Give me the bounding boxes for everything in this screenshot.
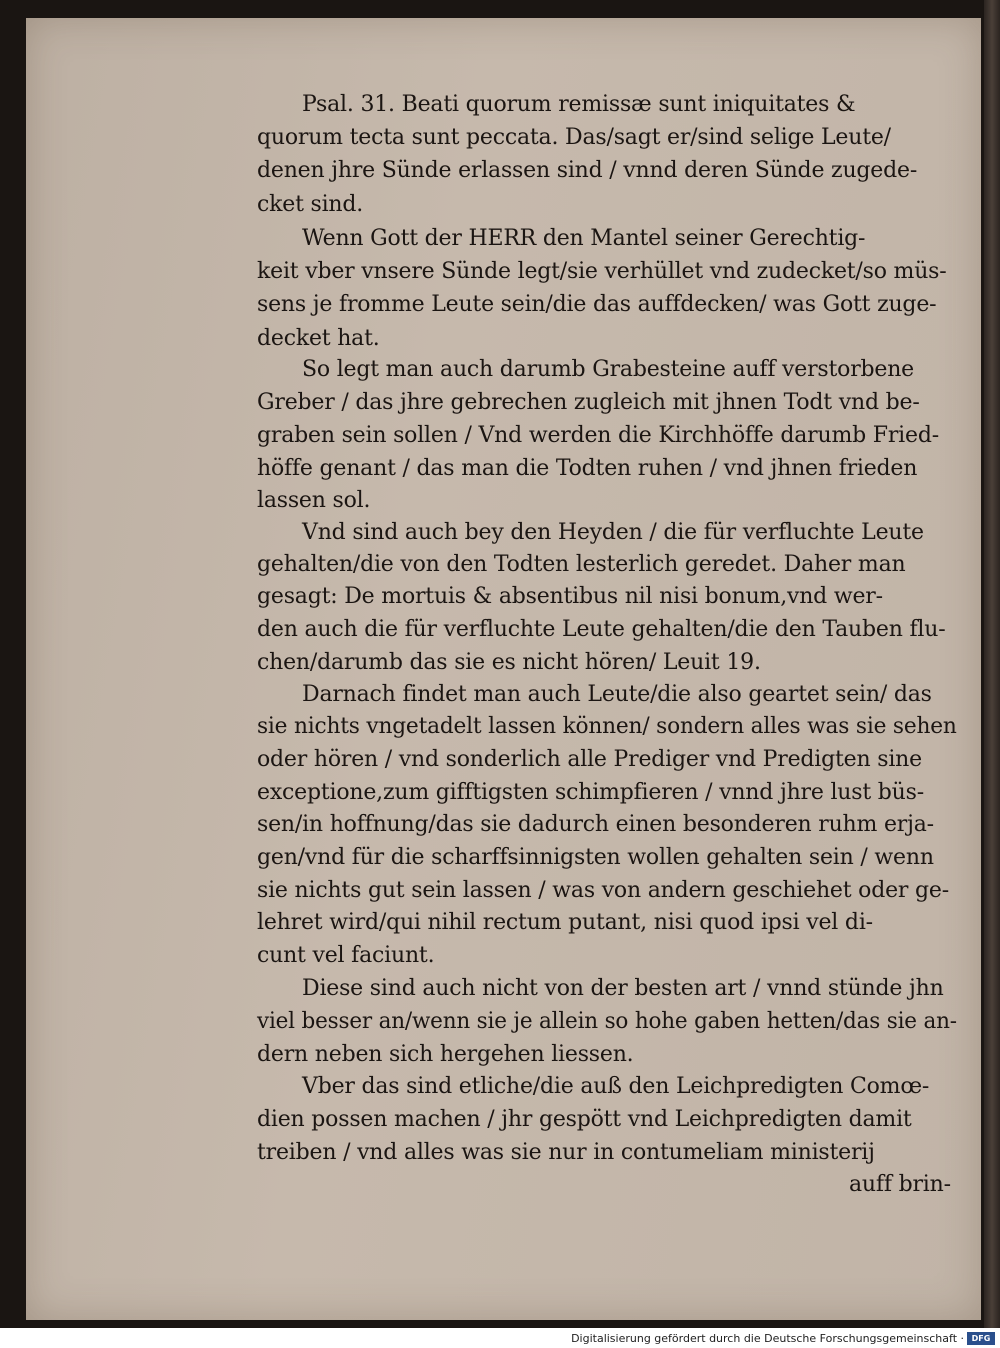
text-line: dern neben sich hergehen liessen.: [257, 1042, 634, 1067]
text-line: viel besser an/wenn sie je allein so hohe gaben hetten/das sie an-: [257, 1009, 957, 1034]
text-line: chen/darumb das sie es nicht hören/ Leuit 19.: [257, 650, 761, 675]
text-line: cunt vel faciunt.: [257, 943, 435, 968]
text-line: gehalten/die von den Todten lesterlich geredet. Daher man: [257, 552, 906, 577]
text-line: Darnach findet man auch Leute/die also geartet sein/ das: [302, 682, 932, 707]
text-line: cket sind.: [257, 192, 364, 217]
text-line: Diese sind auch nicht von der besten art / vnnd stünde jhn: [302, 976, 944, 1001]
text-line: denen jhre Sünde erlassen sind / vnnd deren Sünde zugede-: [257, 158, 918, 183]
text-line: graben sein sollen / Vnd werden die Kirchhöffe darumb Fried-: [257, 423, 939, 448]
text-line: keit vber vnsere Sünde legt/sie verhüllet vnd zudecket/so müs-: [257, 259, 947, 284]
text-line: Wenn Gott der HERR den Mantel seiner Gerechtig-: [302, 226, 866, 251]
text-line: dien possen machen / jhr gespött vnd Leichpredigten damit: [257, 1107, 912, 1132]
text-line: exceptione,zum gifftigsten schimpfieren / vnnd jhre lust büs-: [257, 780, 924, 805]
text-line: sie nichts vngetadelt lassen können/ sondern alles was sie sehen: [257, 714, 957, 739]
text-line: Vber das sind etliche/die auß den Leichpredigten Comœ-: [302, 1074, 930, 1099]
text-line: Psal. 31. Beati quorum remissæ sunt iniquitates &: [302, 92, 856, 117]
text-line: lehret wird/qui nihil rectum putant, nisi quod ipsi vel di-: [257, 910, 873, 935]
funding-credit: Digitalisierung gefördert durch die Deutsche Forschungsgemeinschaft ·: [571, 1332, 964, 1345]
text-line: den auch die für verfluchte Leute gehalten/die den Tauben flu-: [257, 617, 946, 642]
text-line: lassen sol.: [257, 488, 371, 513]
text-line: So legt man auch darumb Grabesteine auff verstorbene: [302, 357, 915, 382]
text-line: sie nichts gut sein lassen / was von andern geschiehet oder ge-: [257, 878, 949, 903]
text-line: quorum tecta sunt peccata. Das/sagt er/sind selige Leute/: [257, 125, 891, 150]
text-line: auff brin-: [849, 1172, 951, 1197]
text-line: decket hat.: [257, 326, 380, 351]
text-line: treiben / vnd alles was sie nur in contumeliam ministerij: [257, 1140, 875, 1165]
text-line: Vnd sind auch bey den Heyden / die für verfluchte Leute: [302, 520, 924, 545]
dfg-logo-icon: DFG: [967, 1332, 995, 1345]
text-line: sen/in hoffnung/das sie dadurch einen besonderen ruhm erja-: [257, 812, 934, 837]
text-line: gesagt: De mortuis & absentibus nil nisi bonum,vnd wer-: [257, 584, 883, 609]
text-line: höffe genant / das man die Todten ruhen / vnd jhnen frieden: [257, 456, 918, 481]
text-line: gen/vnd für die scharffsinnigsten wollen gehalten sein / wenn: [257, 845, 934, 870]
text-line: Greber / das jhre gebrechen zugleich mit jhnen Todt vnd be-: [257, 390, 920, 415]
footer-bar: [0, 1331, 1000, 1348]
text-line: oder hören / vnd sonderlich alle Prediger vnd Predigten sine: [257, 747, 922, 772]
book-gutter: [984, 0, 1000, 1328]
text-line: sens je fromme Leute sein/die das auffdecken/ was Gott zuge-: [257, 292, 937, 317]
